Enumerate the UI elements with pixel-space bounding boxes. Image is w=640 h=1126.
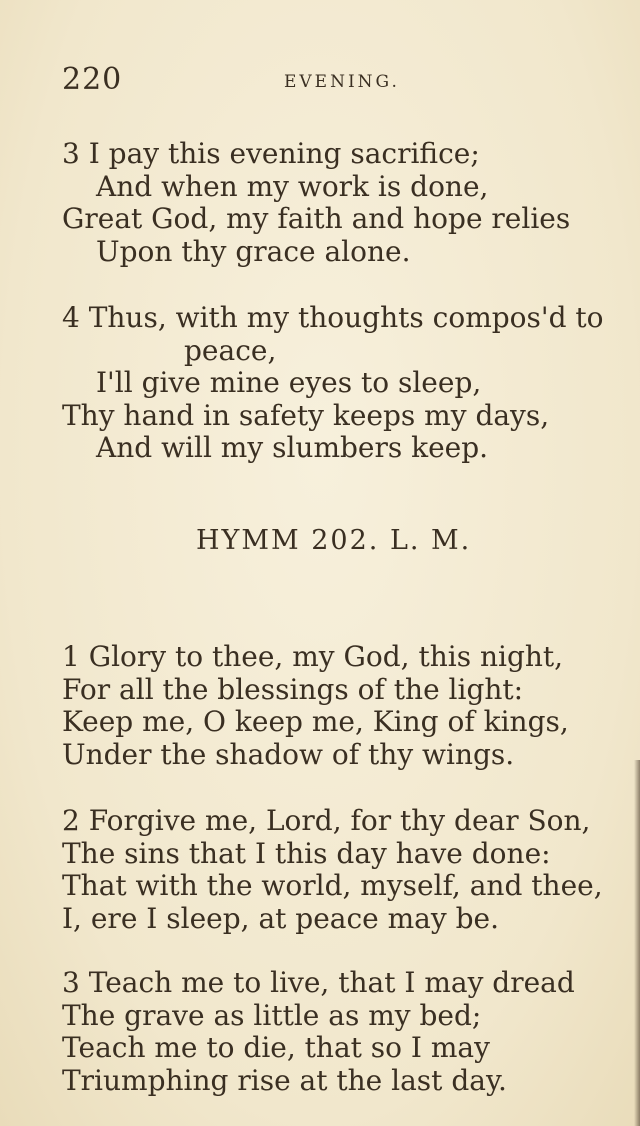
- page-edge-shadow: [634, 760, 640, 1126]
- verse-line: Under the shadow of thy wings.: [62, 737, 515, 771]
- verse-line: 2 Forgive me, Lord, for thy dear Son,: [62, 804, 591, 837]
- verse-line: Keep me, O keep me, King of kings,: [62, 705, 569, 738]
- verse-line: Teach me to die, that so I may: [62, 1031, 490, 1064]
- running-head: EVENING.: [284, 72, 400, 92]
- verse-line: And will my slumbers keep.: [96, 431, 489, 464]
- verse-line: I, ere I sleep, at peace may be.: [62, 901, 499, 935]
- verse-line: peace,: [184, 333, 277, 367]
- stanza-1: [62, 641, 638, 771]
- verse-line: Thy hand in safety keeps my days,: [62, 398, 550, 432]
- verse-line: 1 Glory to thee, my God, this night,: [62, 640, 564, 673]
- verse-line: For all the blessings of the light:: [62, 672, 524, 706]
- verse-line: Great God, my faith and hope relies: [62, 202, 571, 235]
- verse-line: Triumphing rise at the last day.: [62, 1063, 507, 1097]
- stanza-2: [62, 805, 638, 935]
- verse-line: The grave as little as my bed;: [62, 998, 482, 1032]
- verse-line: 4 Thus, with my thoughts compos'd to: [62, 301, 604, 334]
- stanza-3-prev-hymn: [62, 138, 638, 268]
- verse-line: I'll give mine eyes to sleep,: [96, 366, 482, 399]
- verse-line: And when my work is done,: [96, 169, 489, 203]
- verse-line: 3 I pay this evening sacrifice;: [62, 137, 480, 170]
- stanza-4-prev-hymn: [62, 302, 638, 465]
- verse-line: The sins that I this day have done:: [62, 836, 551, 870]
- hymn-title: HYMM 202. L. M.: [196, 525, 472, 556]
- stanza-3: [62, 967, 638, 1097]
- page-number: 220: [62, 62, 123, 97]
- verse-line: 3 Teach me to live, that I may dread: [62, 966, 575, 999]
- verse-line: Upon thy grace alone.: [96, 234, 411, 268]
- verse-line: That with the world, myself, and thee,: [62, 869, 603, 902]
